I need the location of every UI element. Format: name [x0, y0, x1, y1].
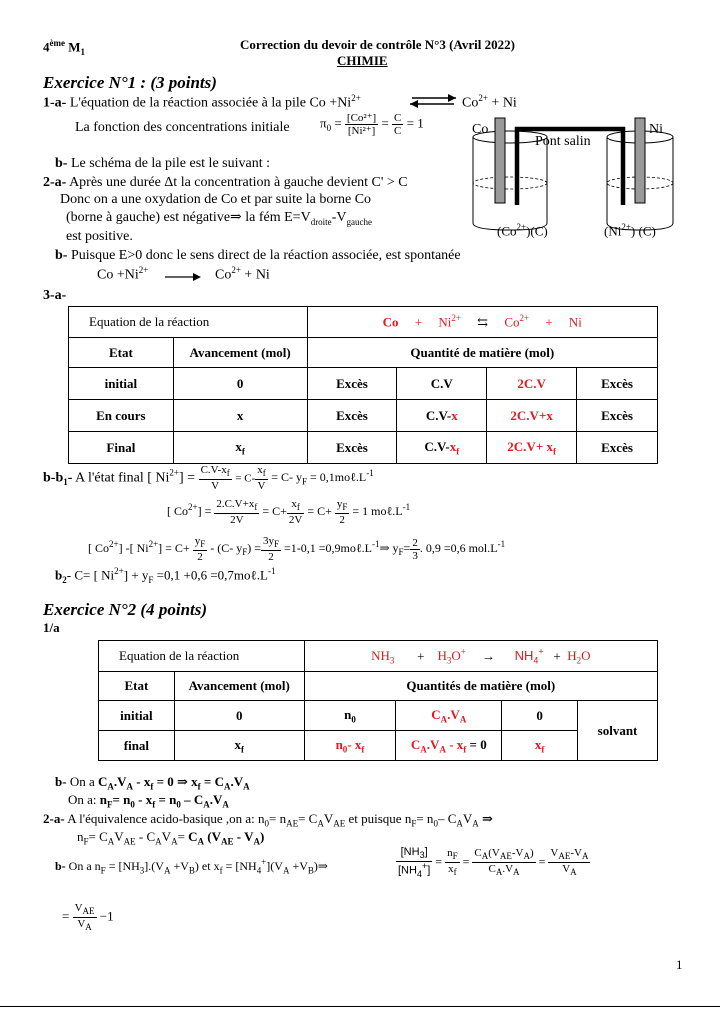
page-title: Correction du devoir de contrôle N°3 (Avril 2022) — [240, 37, 515, 52]
table-row: initial 0 $n_0$ $C_A.V_A$ 0 solvant — [99, 701, 658, 731]
ex1-q1a-products: $Co^{2+} + Ni$ — [462, 93, 517, 111]
subject-title: CHIMIE — [337, 53, 388, 68]
ex1-b1: $b-b_1-$ A l'état final [ $Ni^{2+}$] = $\frac{C.V-x_f}{V}$ = C- $\frac{x_f}{V}$ = C- $y_F$ = $0,1mo\ell.L^{-1}$ — [43, 464, 374, 493]
table-row: Final $x_f$ Excès $C.V-x_f$ $2C.V+ x_f$ Excès — [69, 432, 658, 464]
ex1-q2a-line1: 2-a- Après une durée Δt la concentration à gauche devient C' > C — [43, 175, 408, 190]
ni-electrode — [635, 118, 645, 203]
ex1-q2a-line4: est positive. — [66, 229, 133, 244]
ex2-q2b: b- On a $n_F = [NH_3].(V_A +V_B)$ et $x_f = [NH_4^+](V_A$ $+V_B)\Rightarrow$ — [55, 857, 328, 876]
co-solution-label: $(Co^{2+})(C)$ — [497, 222, 548, 239]
ex1-q2a-line3: (borne à gauche) est négative⇒ la fém $E=V_{droite}-V_{gauche}$ — [66, 210, 372, 227]
table1-h-etat: Etat — [69, 338, 174, 368]
table1-h-av: Avancement (mol) — [173, 338, 307, 368]
reaction-table-1 — [68, 306, 658, 464]
ex1-b2: $b_2-$ C= [ $Ni^{2+}] + y_F =0,1 +0,6$ $=0,7mo\ell.L^{-1}$ — [55, 566, 276, 585]
page-number: 1 — [676, 957, 683, 972]
table1-equation: Co + $Ni^{2+}$ ⇆ $Co^{2+}$ + Ni — [307, 307, 657, 338]
ex2-b-line2: On a: $n_F= n_0 - x_f = n_0 - C_A.V_A$ — [68, 792, 229, 810]
table1-h-qty: Quantité de matière (mol) — [307, 338, 657, 368]
page-bottom-rule — [0, 1006, 720, 1007]
ex1-co-conc: [ $Co^{2+}$] = $\frac{2.C.V+x_f}{2V}$ = C+ $\frac{x_f}{2V}$ = C+ $\frac{y_F}{2}$ = 1 $mo\ell.L^{-1}$ — [167, 498, 411, 527]
ex2-b-line1: b- On a $C_A.V_A - x_f = 0$ ⇒ $x_f = C_A.V_A$ — [55, 774, 250, 792]
table2-eq-label: Equation de la réaction — [99, 641, 305, 672]
ex1-q2b-eq-products: $Co^{2+} + Ni$ — [215, 265, 270, 283]
co-metal-label: Co — [472, 122, 489, 137]
ex2-q2a-line1: 2-a- A l'équivalence acido-basique ,on a: $n_0= n_{AE}= C_AV_{AE}$ et puisque $n_F= n_0-$ $C_AV_A$ ⇒ — [43, 811, 493, 829]
table2-equation: $NH_3$ + $H_3O^+$ → $NH_4^+$ + $H_2O$ — [304, 641, 657, 672]
ex1-diff: [ $Co^{2+}$] -[ $Ni^{2+}] = C+$ $\frac{y_F}{2}$ - (C- $y_F$) = $\frac{3y_F}{2}$ $=1-0,1 =0,9mo\ell.L^{-1}\Rightarrow$ $y_F=$ $\frac{2}{3}$ . 0,9 =0,6 $mol.L^{-1}$ — [88, 535, 506, 564]
ni-metal-label: Ni — [649, 122, 663, 137]
table-row: final $x_f$ $n_0-$ $x_f$ $C_A.V_A - x_f = 0$ $x_f$ — [99, 731, 658, 761]
exercise-1-title: Exercice N°1 : (3 points) — [43, 73, 217, 92]
ex2-final: = $\frac{V_{AE}}{V_A}$ −1 — [62, 902, 114, 933]
double-arrow-icon — [408, 94, 458, 108]
ex2-q1a-label: 1/a — [43, 620, 60, 635]
exercise-2-title: Exercice N°2 (4 points) — [43, 600, 208, 619]
pi-label: La fonction des concentrations initiale — [75, 120, 290, 135]
table2-h-etat: Etat — [99, 672, 175, 701]
table2-h-qty: Quantités de matière (mol) — [304, 672, 657, 701]
table-row: initial 0 Excès C.V 2C.V Excès — [69, 368, 658, 400]
reaction-table-2 — [98, 640, 658, 761]
pi-expression: $\pi_0$ = $\frac{\text{[Co²⁺]}}{\text{[Ni²⁺]}}$ = $\frac{C}{C}$ = 1 — [320, 112, 424, 138]
ex1-q1b: b- Le schéma de la pile est le suivant : — [55, 156, 270, 171]
table1-eq-label: Equation de la réaction — [69, 307, 308, 338]
ex1-q2b: b- Puisque E>0 donc le sens direct de la réaction associée, est spontanée — [55, 248, 461, 263]
ex1-q2a-line2: Donc on a une oxydation de Co et par suite la borne Co — [60, 192, 372, 207]
ex1-q2b-eq: $Co +Ni^{2+}$ — [97, 265, 149, 283]
ex1-q1a: 1-a- L'équation de la réaction associée à la pile $Co +Ni^{2+}$ — [43, 93, 361, 111]
ex2-q2a-line2: $n_F= C_AV_{AE} - C_AV_A= C_A$ $(V_{AE} - V_A)$ — [77, 829, 265, 847]
co-electrode — [495, 118, 505, 203]
table2-h-av: Avancement (mol) — [174, 672, 304, 701]
salt-bridge-label: Pont salin — [535, 134, 591, 149]
ex1-q3-label: 3-a- — [43, 288, 67, 303]
ex2-ratio: $\frac{[NH_3]}{[NH_4^+]}$ = $\frac{n_F}{x_f}$ = $\frac{C_A(V_{AE}-V_A)}{C_A.V_A}$ = $\frac{V_{AE}-V_A}{V_A}$ — [398, 846, 589, 879]
right-arrow-icon — [163, 272, 203, 282]
table-row: En cours x Excès C.V-x 2C.V+x Excès — [69, 400, 658, 432]
ni-solution-label: $(Ni^{2+})$ (C) — [604, 222, 656, 239]
class-label: 4ème $M_1$ — [43, 38, 86, 57]
